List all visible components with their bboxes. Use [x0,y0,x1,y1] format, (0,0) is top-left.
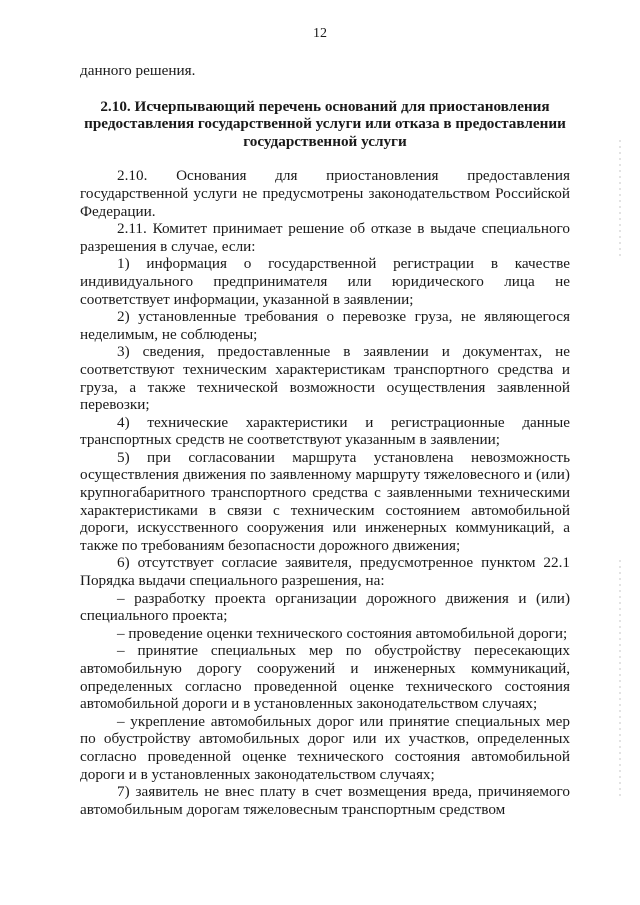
list-item-1: 1) информация о государственной регистрации в качестве индивидуального предпринимателя или юридического лица не соответствует информации, указанной в заявлении; [80,255,570,308]
sub-item-reinforcement: – укрепление автомобильных дорог или принятие специальных мер по обустройству автомобильных дорог или их участков, определенных согласно проведенной оценке технического состояния автомобильной дороги и в установленных законодательством случаях; [80,712,570,783]
paragraph-2-11: 2.11. Комитет принимает решение об отказе в выдаче специального разрешения в случае, если: [80,220,570,255]
section-heading: 2.10. Исчерпывающий перечень оснований для приостановления предоставления государственной услуги или отказа в предоставлении государственной услуги [84,97,566,150]
paragraph-2-10: 2.10. Основания для приостановления предоставления государственной услуги не предусмотрены законодательством Российской Федерации. [80,167,570,220]
list-item-3: 3) сведения, предоставленные в заявлении и документах, не соответствуют техническим характеристикам транспортного средства и груза, а также технической возможности осуществления заявленной перевозки; [80,343,570,414]
scan-edge-mark-lower [619,560,621,800]
list-item-5: 5) при согласовании маршрута установлена невозможность осуществления движения по заявленному маршруту тяжеловесного и (или) крупногабаритного транспортного средства с заявленными техническими характеристиками в связи с техническим состоянием автомобильной дороги, искусственного сооружения или инженерных коммуникаций, а также по требованиям безопасности дорожного движения; [80,448,570,554]
scan-edge-mark-upper [619,140,621,260]
document-body [80,62,570,818]
list-item-4: 4) технические характеристики и регистрационные данные транспортных средств не соответствуют указанным в заявлении; [80,413,570,449]
list-item-2: 2) установленные требования о перевозке груза, не являющегося неделимым, не соблюдены; [80,308,570,343]
page-number: 12 [313,26,327,41]
sub-item-project: – разработку проекта организации дорожного движения и (или) специального проекта; [80,589,570,625]
continuation-text: данного решения. [80,62,196,79]
sub-item-assessment: – проведение оценки технического состояния автомобильной дороги; [117,624,568,642]
sub-item-special-measures: – принятие специальных мер по обустройству пересекающих автомобильную дорогу сооружений и инженерных коммуникаций, определенных согласно проведенной оценке технического состояния автомобильной дороги и в установленных законодательством случаях; [80,642,570,713]
list-item-7: 7) заявитель не внес плату в счет возмещения вреда, причиняемого автомобильным дорогам тяжеловесным транспортным средством [80,783,570,818]
list-item-6: 6) отсутствует согласие заявителя, предусмотренное пунктом 22.1 Порядка выдачи специального разрешения, на: [80,554,570,590]
